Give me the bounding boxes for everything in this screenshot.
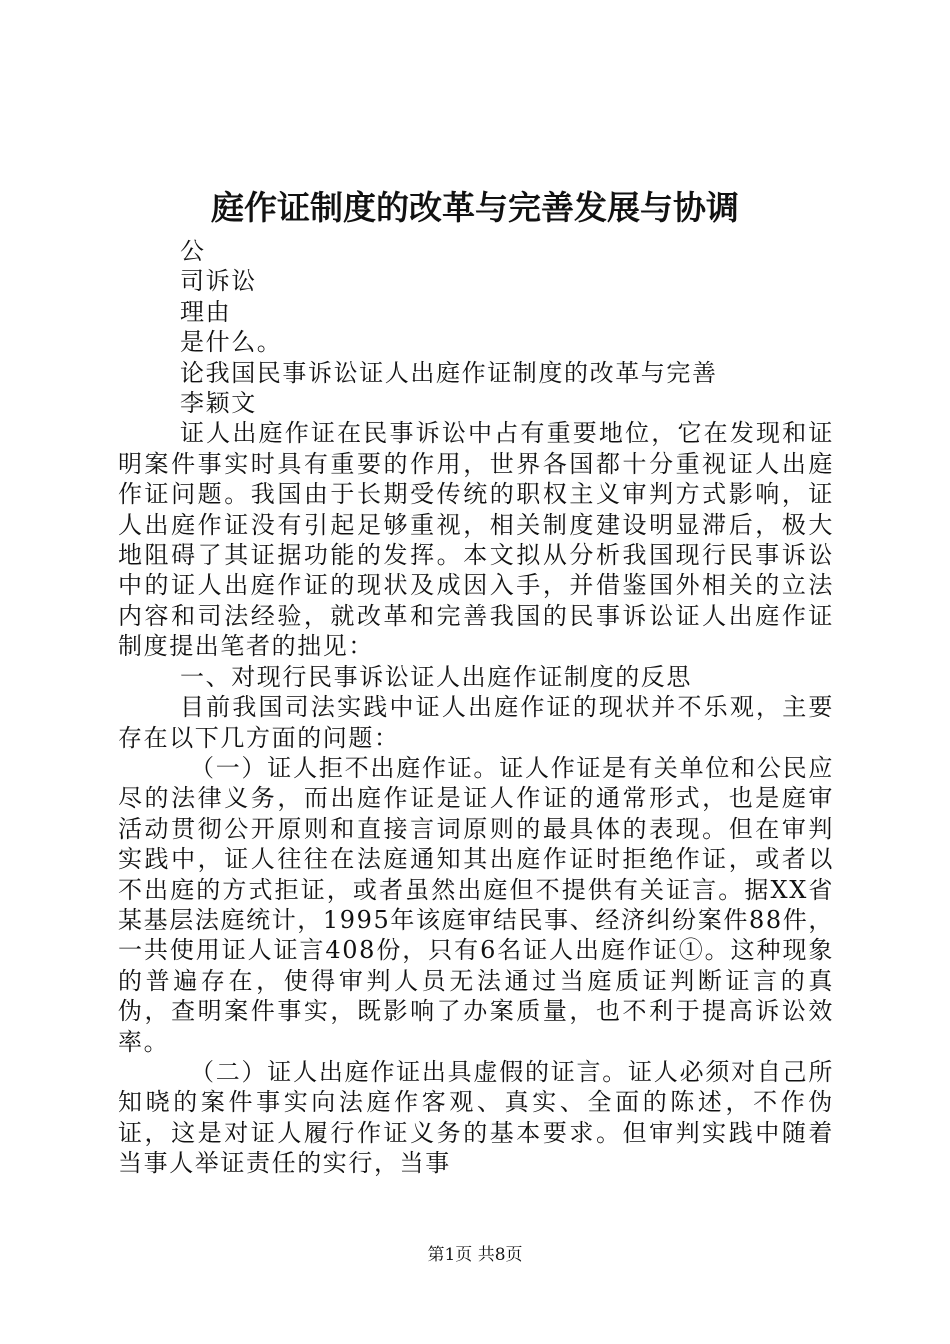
article-title-line: 论我国民事诉讼证人出庭作证制度的改革与完善 <box>180 358 718 387</box>
page-footer: 第1页 共8页 <box>427 1245 523 1265</box>
document-body <box>118 236 834 1179</box>
paragraph: （二）证人出庭作证出具虚假的证言。证人必须对自己所知晓的案件事实向法庭作客观、真实、全面的陈述，不作伪证，这是对证人履行作证义务的基本要求。但审判实践中随着当事人举证责任的实行，当事 <box>118 1057 834 1178</box>
intro-line: 司诉讼 <box>180 267 257 296</box>
document-title: 庭作证制度的改革与完善发展与协调 <box>211 188 739 227</box>
intro-line: 公 <box>180 237 206 265</box>
author-line: 李颖文 <box>180 389 257 418</box>
paragraph: 目前我国司法实践中证人出庭作证的现状并不乐观，主要存在以下几方面的问题： <box>118 693 834 752</box>
paragraph: 证人出庭作证在民事诉讼中占有重要地位，它在发现和证明案件事实时具有重要的作用，世界各国都十分重视证人出庭作证问题。我国由于长期受传统的职权主义审判方式影响，证人出庭作证没有引起足够重视，相关制度建设明显滞后，极大地阻碍了其证据功能的发挥。本文拟从分析我国现行民事诉讼中的证人出庭作证的现状及成因入手，并借鉴国外相关的立法内容和司法经验，就改革和完善我国的民事诉讼证人出庭作证制度提出笔者的拙见： <box>118 419 834 661</box>
section-heading: 一、对现行民事诉讼证人出庭作证制度的反思 <box>180 662 692 691</box>
intro-line: 是什么。 <box>180 328 283 357</box>
paragraph: （一）证人拒不出庭作证。证人作证是有关单位和公民应尽的法律义务，而出庭作证是证人作证的通常形式，也是庭审活动贯彻公开原则和直接言词原则的最具体的表现。但在审判实践中，证人往往在法庭通知其出庭作证时拒绝作证，或者以不出庭的方式拒证，或者虽然出庭但不提供有关证言。据XX省某基层法庭统计，1995年该庭审结民事、经济纠纷案件88件，一共使用证人证言408份，只有6名证人出庭作证①。这种现象的普遍存在，使得审判人员无法通过当庭质证判断证言的真伪，查明案件事实，既影响了办案质量，也不利于提高诉讼效率。 <box>118 753 834 1056</box>
intro-line: 理由 <box>180 297 232 326</box>
